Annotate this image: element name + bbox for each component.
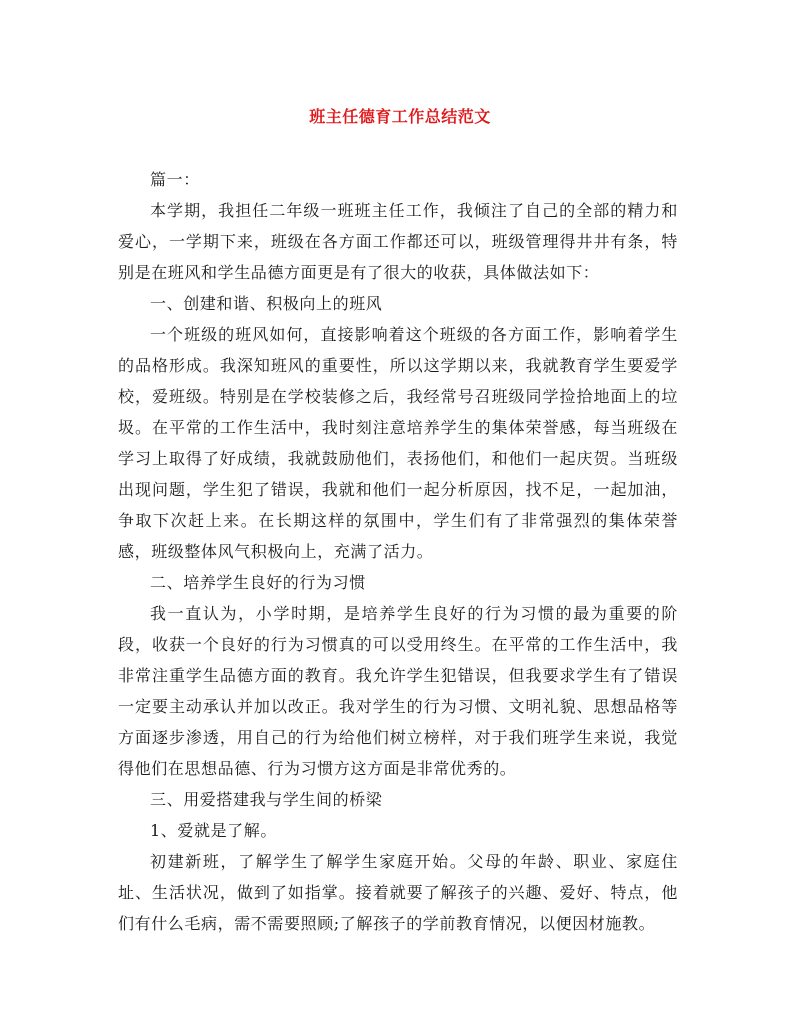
heading-love-bridge: 三、用爱搭建我与学生间的桥梁 [150,790,383,809]
heading-behavior-habits: 二、培养学生良好的行为习惯 [150,573,366,592]
document-body [118,164,678,939]
subheading-love-is-understanding: 1、爱就是了解。 [150,821,277,840]
intro-paragraph: 本学期，我担任二年级一班班主任工作，我倾注了自己的全部的精力和爱心，一学期下来，班级在各方面工作都还可以，班级管理得井井有条，特别是在班风和学生品德方面更是有了很大的收获，具体做法如下： [118,201,678,282]
paragraph-class-atmosphere: 一个班级的班风如何，直接影响着这个班级的各方面工作，影响着学生的品格形成。我深知班风的重要性，所以这学期以来，我就教育学生要爱学校，爱班级。特别是在学校装修之后，我经常号召班级同学捡拾地面上的垃圾。在平常的工作生活中，我时刻注意培养学生的集体荣誉感，每当班级在学习上取得了好成绩，我就鼓励他们，表扬他们，和他们一起庆贺。当班级出现问题，学生犯了错误，我就和他们一起分析原因，找不足，一起加油，争取下次赶上来。在长期这样的氛围中，学生们有了非常强烈的集体荣誉感，班级整体风气积极向上，充满了活力。 [118,325,678,561]
heading-class-atmosphere: 一、创建和谐、积极向上的班风 [150,294,383,313]
section-label: 篇一： [150,170,200,189]
paragraph-understanding-students: 初建新班，了解学生了解学生家庭开始。父母的年龄、职业、家庭住址、生活状况，做到了如指掌。接着就要了解孩子的兴趣、爱好、特点，他们有什么毛病，需不需要照顾;了解孩子的学前教育情况，以便因材施教。 [118,852,678,933]
document-title: 班主任德育工作总结范文 [309,107,491,126]
paragraph-behavior-habits: 我一直认为，小学时期，是培养学生良好的行为习惯的最为重要的阶段，收获一个良好的行为习惯真的可以受用终生。在平常的工作生活中，我非常注重学生品德方面的教育。我允许学生犯错误，但我要求学生有了错误一定要主动承认并加以改正。我对学生的行为习惯、文明礼貌、思想品格等方面逐步渗透，用自己的行为给他们树立榜样，对于我们班学生来说，我觉得他们在思想品德、行为习惯方这方面是非常优秀的。 [118,604,678,778]
